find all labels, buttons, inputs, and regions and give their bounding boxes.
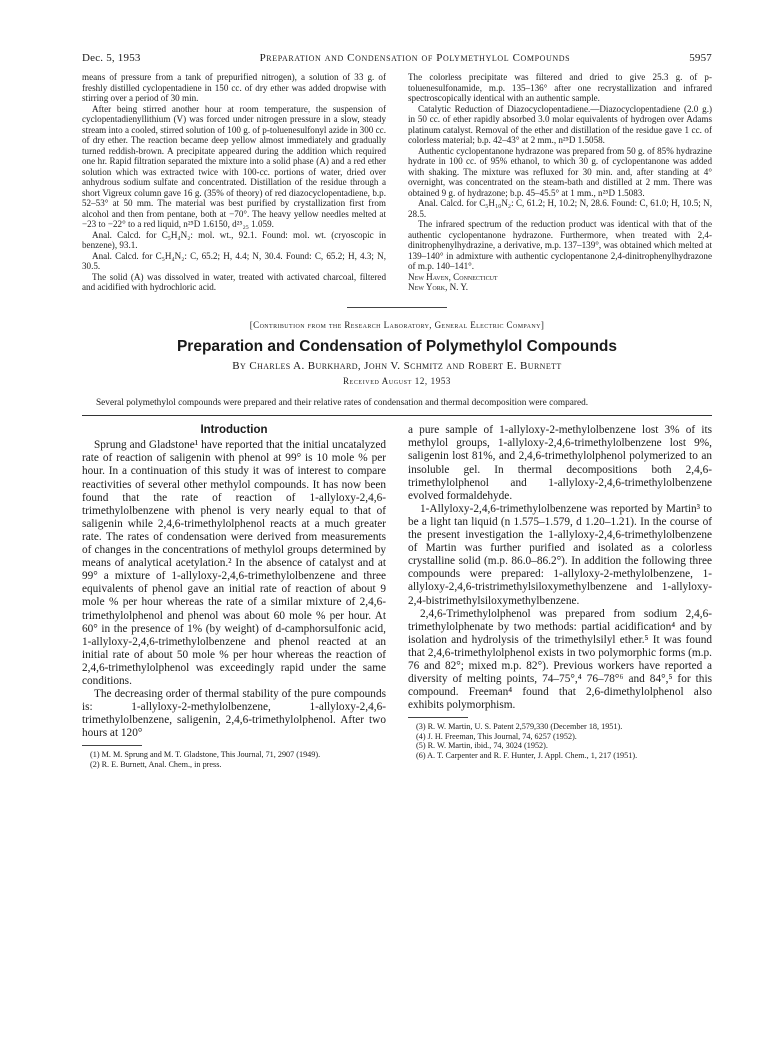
paragraph: a pure sample of 1-allyloxy-2-methylolbenzene lost 3% of its methylol groups, 1-allyloxy-2,4,6-trimethylolbenzene lost 9%, saligenin lost 81%, and 2,4,6-trimethylolphenol polymerized to an insoluble gel. In thermal decompositions both 2,4,6-trimethylolphenol and 1-allyloxy-2,4,6-trimethylolbenzene evolved formaldehyde. xyxy=(408,424,712,502)
paragraph: The colorless precipitate was filtered and dried to give 25.3 g. of p-toluenesulfonamide, m.p. 135–136° after one recrystallization and infrared spectroscopically identical with an authentic sample. xyxy=(408,72,712,103)
address-line: New Haven, Connecticut xyxy=(408,271,498,282)
paragraph: After being stirred another hour at room temperature, the suspension of cyclopentadienyllithium (V) was forced under nitrogen pressure in a slow, steady stream into a cooled, stirred solution of 100 g. of p-toluenesulfonyl azide in 300 cc. of dry ether. The reaction became deep yellow almost immediately and gradually turned reddish-brown. A precipitate appeared during the addition which required one hr. Rapid filtration separated the mixture into a solid phase (A) and a red ether solution which was extracted twice with 100-cc. portions of water, dried over anhydrous sodium sulfate and concentrated. Distillation of the residue through a short Vigreux column gave 16 g. (35% of theory) of red diazocyclopentadiene, b.p. 52–53° at 50 mm. The material was best purified by crystallization first from alcohol and then from pentane, both at −70°. The heavy yellow needles melted at −23 to −22° to a red liquid, n²⁵D 1.6150, d²⁵₂₅ 1.059. xyxy=(82,103,386,229)
paragraph: means of pressure from a tank of prepurified nitrogen), a solution of 33 g. of freshly distilled cyclopentadiene in 150 cc. of dry ether was added dropwise with stirring over a period of 30 min. xyxy=(82,72,386,103)
header-page-number: 5957 xyxy=(689,52,712,64)
footnote: (1) M. M. Sprung and M. T. Gladstone, This Journal, 71, 2907 (1949). xyxy=(90,750,321,760)
footnote: (3) R. W. Martin, U. S. Patent 2,579,330 (December 18, 1951). xyxy=(416,722,623,732)
top-right-column xyxy=(408,72,712,293)
previous-article-end xyxy=(82,72,712,293)
contribution-line: [Contribution from the Research Laboratory, General Electric Company] xyxy=(249,319,545,330)
article-authors: By Charles A. Burkhard, John V. Schmitz and Robert E. Burnett xyxy=(232,359,562,372)
body-left-column xyxy=(82,424,386,769)
address-line: New York, N. Y. xyxy=(408,282,469,292)
section-divider xyxy=(347,307,447,308)
abstract: Several polymethylol compounds were prepared and their relative rates of condensation and thermal decomposition were compared. xyxy=(96,397,589,408)
section-heading: Introduction xyxy=(200,424,268,437)
paragraph: Authentic cyclopentanone hydrazone was prepared from 50 g. of 85% hydrazine hydrate in 100 cc. of 95% ethanol, to which 30 g. of cyclopentanone was added with shaking. The mixture was refluxed for 30 min. and, after standing at 4° overnight, was concentrated on the steam-bath and distilled at 2 mm. There was obtained 9 g. of hydrazone; b.p. 45–45.5° at 1 mm., n²⁵D 1.5083. xyxy=(408,145,712,198)
header-date: Dec. 5, 1953 xyxy=(82,52,141,64)
article-title: Preparation and Condensation of Polymethylol Compounds xyxy=(176,337,618,355)
journal-page xyxy=(82,52,712,769)
received-date: Received August 12, 1953 xyxy=(342,375,452,386)
paragraph: 1-Allyloxy-2,4,6-trimethylolbenzene was reported by Martin³ to be a light tan liquid (n 1.575–1.579, d 1.20–1.21). In the course of the present investigation the 1-allyloxy-2,4,6-trimethylolbenzene of Martin was further purified and isolated as a colorless crystalline solid (m.p. 86.0–86.2°). In addition the following three compounds were prepared: 1-allyloxy-2-methylolbenzene, 1-allyloxy-2,4,6-tristrimethylsiloxymethylbenzene and 1-allyloxy-2,4-bistrimethylsiloxymethylbenzene. xyxy=(408,502,712,607)
paragraph: 2,4,6-Trimethylolphenol was prepared from sodium 2,4,6-trimethylolphenate by two methods: partial acidification⁴ and by isolation and hydrolysis of the trimethylsilyl ether.⁵ It was found that 2,4,6-trimethylolphenol exists in two polymorphic forms (m.p. 76 and 82°; mixed m.p. 82°). Previous workers have reported a diversity of melting points, 74–75°,⁴ 76–78°⁶ and 84°,⁵ for this compound. Freeman⁴ found that 2,6-dimethylolphenol also exhibits polymorphism. xyxy=(408,607,712,712)
running-header xyxy=(82,52,712,68)
paragraph: Sprung and Gladstone¹ have reported that the initial uncatalyzed rate of reaction of saligenin with phenol at 99° is 10 mole % per hour. In a continuation of this study it was of interest to compare reactivities of several other methylol compounds. It has now been found that the rate of reaction of 1-allyloxy-2,4,6-trimethylolbenzene with phenol is very nearly equal to that of saligenin while 2,4,6-trimethylolphenol reacts at a much greater rate. The rates of condensation were derived from measurements of changes in the concentrations of methylol groups determined by means of analytical acetylation.² In the absence of catalyst and at 99° a mixture of 1-allyloxy-2,4,6-trimethylolbenzene and three equivalents of phenol gave an initial rate of reaction of about 9 mole % per hour whereas the rate of a similar mixture of 2,4,6-trimethylolphenol and phenol was about 60 mole % per hour. At 60° in the presence of 1% (by weight) of d-camphorsulfonic acid, 1-allyloxy-2,4,6-trimethylolbenzene and phenol reacted at an initial rate of about 50 mole % per hour whereas the reaction of 2,4,6-trimethylolphenol was exceedingly rapid under the same conditions. xyxy=(82,439,386,687)
footnote: (4) J. H. Freeman, This Journal, 74, 6257 (1952). xyxy=(416,731,577,741)
paragraph: Catalytic Reduction of Diazocyclopentadiene.—Diazocyclopentadiene (2.0 g.) in 50 cc. of ether rapidly absorbed 3.0 molar equivalents of hydrogen over Adams platinum catalyst. Removal of the ether and distillation of the residue gave 1 cc. of colorless material; b.p. 42–43° at 2 mm., n²⁵D 1.5058. xyxy=(408,103,712,145)
footnotes xyxy=(408,722,712,760)
footnotes xyxy=(82,750,386,769)
footnote-divider xyxy=(408,717,468,718)
paragraph: The decreasing order of thermal stability of the pure compounds is: 1-allyloxy-2-methylolbenzene, 1-allyloxy-2,4,6-trimethylolbenzene, saligenin, 2,4,6-trimethylolphenol. After two hours at 120° xyxy=(82,688,386,740)
footnote: (2) R. E. Burnett, Anal. Chem., in press. xyxy=(90,759,222,769)
paragraph: The infrared spectrum of the reduction product was identical with that of the authentic cyclopentanone hydrazone. Furthermore, when treated with 2,4-dinitrophenylhydrazine, a derivative, m.p. 137–139°, was obtained which melted at 139–140° in admixture with authentic cyclopentanone 2,4-dinitrophenylhydrazone of m.p. 140–141°. xyxy=(408,219,712,271)
footnote: (6) A. T. Carpenter and R. F. Hunter, J. Appl. Chem., 1, 217 (1951). xyxy=(416,750,638,760)
header-running-title: Preparation and Condensation of Polymethylol Compounds xyxy=(259,52,571,64)
body-right-column xyxy=(408,424,712,769)
top-left-column xyxy=(82,72,386,293)
paragraph: Anal. Calcd. for C₅H₄N₂: C, 65.2; H, 4.4; N, 30.4. Found: C, 65.2; H, 4.3; N, 30.5. xyxy=(82,250,386,271)
paragraph: Anal. Calcd. for C₅H₁₀N₂: C, 61.2; H, 10.2; N, 28.6. Found: C, 61.0; H, 10.5; N, 28.5. xyxy=(408,198,712,219)
abstract-divider xyxy=(82,415,712,416)
paragraph: The solid (A) was dissolved in water, treated with activated charcoal, filtered and acidified with hydrochloric acid. xyxy=(82,271,386,292)
paragraph: Anal. Calcd. for C₅H₄N₂: mol. wt., 92.1. Found: mol. wt. (cryoscopic in benzene), 93.1. xyxy=(82,229,386,250)
footnote-divider xyxy=(82,745,142,746)
article-body xyxy=(82,424,712,769)
footnote: (5) R. W. Martin, ibid., 74, 3024 (1952). xyxy=(416,741,548,751)
